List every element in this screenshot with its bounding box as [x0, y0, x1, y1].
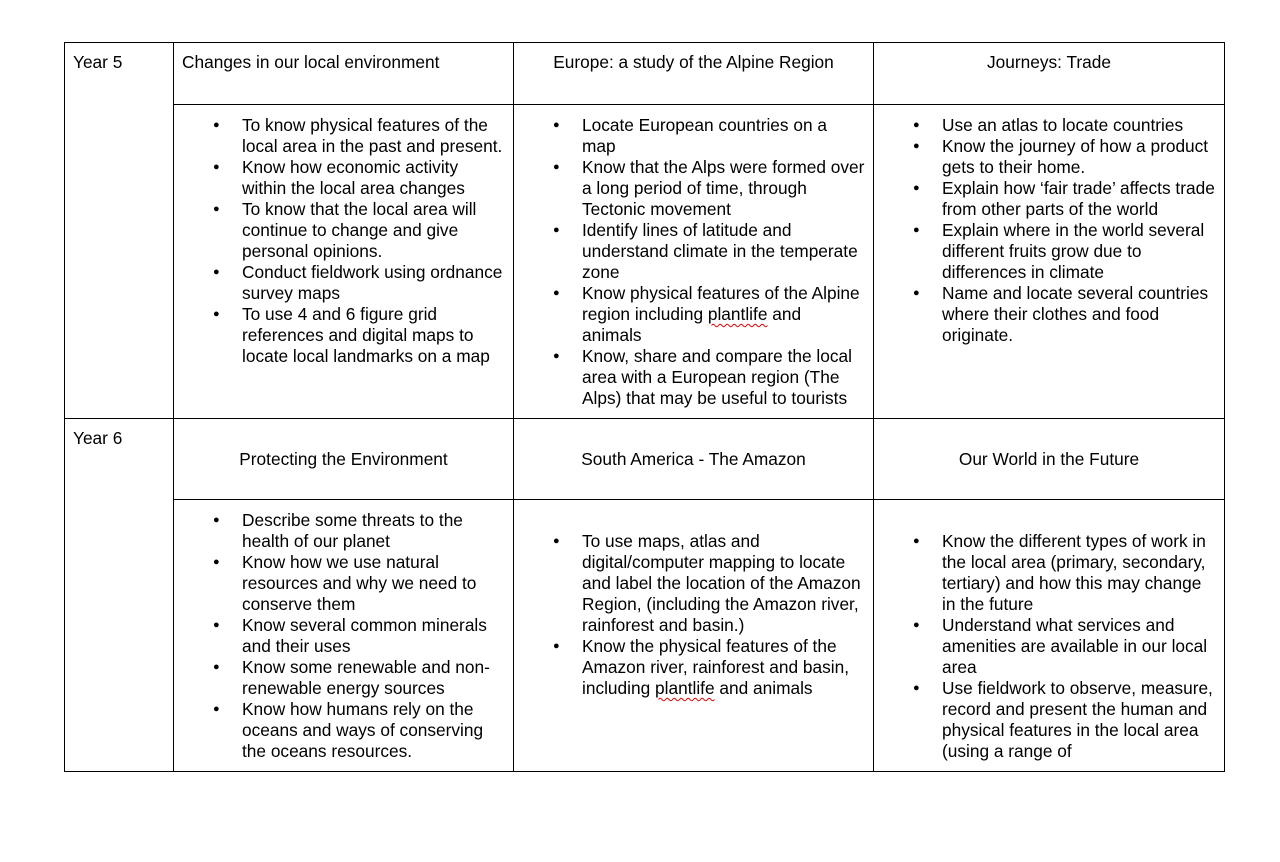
- bullet-list: [874, 105, 1224, 355]
- table-row: [65, 43, 1225, 105]
- list-item: ● Identify lines of latitude and understand climate in the temperate zone: [514, 220, 865, 283]
- list-item: ● Know how humans rely on the oceans and ways of conserving the oceans resources.: [174, 699, 505, 762]
- list-item: ● Know that the Alps were formed over a long period of time, through Tectonic movement: [514, 157, 865, 220]
- list-item: ● Know physical features of the Alpine region including plantlife and animals: [514, 283, 865, 346]
- topic-content: [174, 500, 514, 772]
- topic-title: Changes in our local environment: [174, 43, 514, 105]
- table-row: [65, 419, 1225, 500]
- list-item: ● Know how economic activity within the local area changes: [174, 157, 505, 199]
- topic-title: Europe: a study of the Alpine Region: [514, 43, 874, 105]
- list-item: ● Explain where in the world several different fruits grow due to differences in climate: [874, 220, 1216, 283]
- bullet-list: [514, 105, 873, 418]
- spellcheck-word: plantlife: [655, 678, 715, 698]
- bullet-list: [174, 500, 513, 771]
- topic-content: [874, 105, 1225, 419]
- topic-content: [514, 105, 874, 419]
- list-item: ● Know several common minerals and their uses: [174, 615, 505, 657]
- year-label: Year 6: [65, 419, 174, 772]
- topic-title: South America - The Amazon: [514, 419, 874, 500]
- list-item: ● Know the different types of work in the local area (primary, secondary, tertiary) and how this may change in the future: [874, 531, 1216, 615]
- list-item: ● Locate European countries on a map: [514, 115, 865, 157]
- curriculum-table: [64, 42, 1225, 772]
- bullet-list: [174, 105, 513, 376]
- topic-content: [174, 105, 514, 419]
- bullet-list: [514, 500, 873, 708]
- topic-title: Our World in the Future: [874, 419, 1225, 500]
- list-item: ● To use 4 and 6 figure grid references and digital maps to locate local landmarks on a map: [174, 304, 505, 367]
- list-item: ● Know the journey of how a product gets to their home.: [874, 136, 1216, 178]
- list-item: ● Explain how ‘fair trade’ affects trade from other parts of the world: [874, 178, 1216, 220]
- list-item: ● Use fieldwork to observe, measure, record and present the human and physical features in the local area (using a range of: [874, 678, 1216, 762]
- list-item: ● Know some renewable and non-renewable energy sources: [174, 657, 505, 699]
- list-item: ● Know the physical features of the Amazon river, rainforest and basin, including plantlife and animals: [514, 636, 865, 699]
- table-row: [65, 105, 1225, 419]
- bullet-list: [874, 500, 1224, 771]
- list-item: ● Describe some threats to the health of our planet: [174, 510, 505, 552]
- list-item: ● To know physical features of the local area in the past and present.: [174, 115, 505, 157]
- list-item: ● To use maps, atlas and digital/computer mapping to locate and label the location of the Amazon Region, (including the Amazon river, rainforest and basin.): [514, 531, 865, 636]
- list-item: ● Name and locate several countries where their clothes and food originate.: [874, 283, 1216, 346]
- list-item: ● Understand what services and amenities are available in our local area: [874, 615, 1216, 678]
- year-label: Year 5: [65, 43, 174, 419]
- list-item: ● Know how we use natural resources and why we need to conserve them: [174, 552, 505, 615]
- table-row: [65, 500, 1225, 772]
- list-item: ● Conduct fieldwork using ordnance survey maps: [174, 262, 505, 304]
- topic-title: Protecting the Environment: [174, 419, 514, 500]
- list-item: ● Use an atlas to locate countries: [874, 115, 1216, 136]
- list-item: ● Know, share and compare the local area with a European region (The Alps) that may be useful to tourists: [514, 346, 865, 409]
- spellcheck-word: plantlife: [707, 304, 768, 324]
- topic-content: [874, 500, 1225, 772]
- topic-content: [514, 500, 874, 772]
- topic-title: Journeys: Trade: [874, 43, 1225, 105]
- list-item: ● To know that the local area will continue to change and give personal opinions.: [174, 199, 505, 262]
